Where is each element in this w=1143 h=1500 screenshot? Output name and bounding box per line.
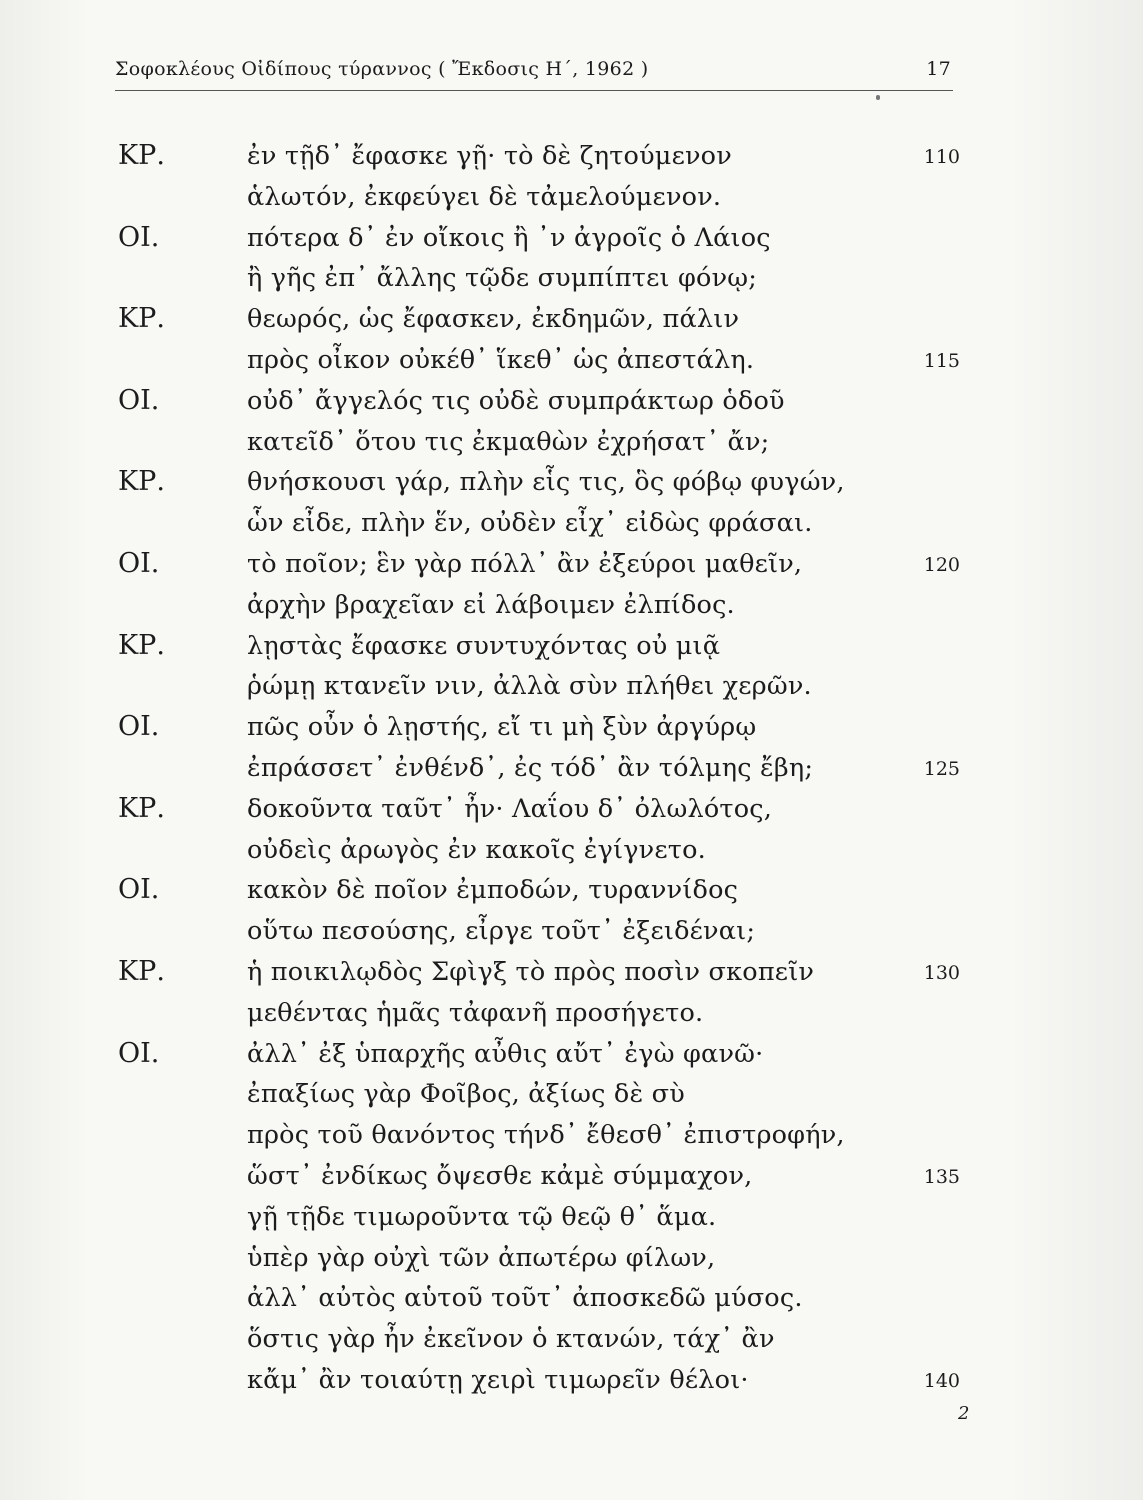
verse-line (0, 422, 1143, 463)
signature-mark: 2 (958, 1403, 970, 1424)
verse-line (0, 1034, 1143, 1075)
verse-line (0, 789, 1143, 830)
verse-line (0, 299, 1143, 340)
speaker-label: ΚΡ. (118, 140, 165, 171)
page-number: 17 (926, 58, 951, 80)
verse-text: δοκοῦντα ταῦτ᾽ ἦν· Λαΐου δ᾽ ὀλωλότος, (247, 793, 773, 824)
verse-line (0, 1238, 1143, 1279)
verse-line (0, 666, 1143, 707)
verse-text: τὸ ποῖον; ἓν γὰρ πόλλ᾽ ἂν ἐξεύροι μαθεῖν, (247, 548, 803, 579)
speaker-label: ΟΙ. (118, 547, 160, 579)
verse-line (0, 911, 1143, 952)
verse-text: θεωρός, ὡς ἔφασκεν, ἐκδημῶν, πάλιν (247, 304, 740, 335)
verse-line (0, 1115, 1143, 1156)
line-number: 110 (923, 146, 960, 168)
verse-text: ἡ ποικιλῳδὸς Σφὶγξ τὸ πρὸς ποσὶν σκοπεῖν (247, 956, 815, 987)
verse-text: ῥώμῃ κτανεῖν νιν, ἀλλὰ σὺν πλήθει χερῶν. (247, 671, 812, 702)
verse-line (0, 258, 1143, 299)
verse-line (0, 870, 1143, 911)
verse-line (0, 626, 1143, 667)
verse-line (0, 1156, 1143, 1197)
verse-line (0, 585, 1143, 626)
verse-line (0, 503, 1143, 544)
verse-text: θνήσκουσι γάρ, πλὴν εἷς τις, ὃς φόβῳ φυγών, (247, 467, 845, 498)
verse-text: κακὸν δὲ ποῖον ἐμποδών, τυραννίδος (247, 875, 739, 906)
verse-line (0, 218, 1143, 259)
verse-text: πότερα δ᾽ ἐν οἴκοις ἢ ᾽ν ἀγροῖς ὁ Λάιος (247, 222, 771, 253)
verse-line (0, 381, 1143, 422)
verse-line (0, 1319, 1143, 1360)
verse-line (0, 748, 1143, 789)
verse-text: ἀλλ᾽ ἐξ ὑπαρχῆς αὖθις αὔτ᾽ ἐγὼ φανῶ· (247, 1038, 764, 1069)
verse-text: λῃστὰς ἔφασκε συντυχόντας οὐ μιᾷ (247, 630, 721, 661)
verse-line (0, 177, 1143, 218)
speaker-label: ΟΙ. (118, 221, 160, 253)
line-number: 120 (923, 553, 960, 576)
line-number: 140 (923, 1369, 960, 1392)
verse-line (0, 544, 1143, 585)
verse-text: ὅστις γὰρ ἦν ἐκεῖνον ὁ κτανών, τάχ᾽ ἂν (247, 1324, 775, 1355)
line-number: 130 (923, 961, 960, 984)
verse-line (0, 830, 1143, 871)
speaker-label: ΚΡ. (118, 792, 165, 824)
verse-block (0, 136, 1143, 1401)
verse-text: ὑπὲρ γὰρ οὐχὶ τῶν ἀπωτέρω φίλων, (247, 1242, 716, 1273)
line-number: 115 (923, 349, 960, 372)
verse-text: ἐπράσσετ᾽ ἐνθένδ᾽, ἐς τόδ᾽ ἂν τόλμης ἔβη; (247, 752, 814, 783)
verse-line (0, 952, 1143, 993)
verse-text: ἐν τῇδ᾽ ἔφασκε γῇ· τὸ δὲ ζητούμενον (247, 141, 732, 171)
verse-text: μεθέντας ἡμᾶς τἀφανῆ προσήγετο. (247, 997, 704, 1028)
line-number: 135 (923, 1165, 960, 1188)
verse-text: κατεῖδ᾽ ὅτου τις ἐκμαθὼν ἐχρήσατ᾽ ἄν; (247, 426, 770, 457)
verse-line (0, 1197, 1143, 1238)
verse-line (0, 136, 1143, 177)
verse-text: ἀλλ᾽ αὐτὸς αὑτοῦ τοῦτ᾽ ἀποσκεδῶ μύσος. (247, 1283, 803, 1314)
verse-text: ἁλωτόν, ἐκφεύγει δὲ τἀμελούμενον. (247, 181, 722, 212)
speaker-label: ΟΙ. (118, 874, 160, 906)
speaker-label: ΚΡ. (118, 466, 165, 498)
verse-text: πρὸς τοῦ θανόντος τήνδ᾽ ἔθεσθ᾽ ἐπιστροφήν, (247, 1120, 845, 1151)
verse-text: ἀρχὴν βραχεῖαν εἰ λάβοιμεν ἐλπίδος. (247, 589, 735, 620)
verse-text: ὥστ᾽ ἐνδίκως ὄψεσθε κἀμὲ σύμμαχον, (247, 1160, 753, 1191)
verse-line (0, 1278, 1143, 1319)
verse-text: οὐδ᾽ ἄγγελός τις οὐδὲ συμπράκτωρ ὁδοῦ (247, 385, 785, 416)
verse-text: πῶς οὖν ὁ λῃστής, εἴ τι μὴ ξὺν ἀργύρῳ (247, 712, 757, 743)
speaker-label: ΚΡ. (118, 303, 165, 335)
verse-text: κἄμ᾽ ἂν τοιαύτῃ χειρὶ τιμωρεῖν θέλοι· (247, 1364, 749, 1395)
verse-text: γῇ τῇδε τιμωροῦντα τῷ θεῷ θ᾽ ἅμα. (247, 1201, 717, 1232)
verse-line (0, 993, 1143, 1034)
speaker-label: ΚΡ. (118, 629, 165, 661)
verse-text: οὐδεὶς ἀρωγὸς ἐν κακοῖς ἐγίγνετο. (247, 834, 706, 865)
speaker-label: ΟΙ. (118, 711, 160, 743)
page-header (115, 56, 953, 91)
verse-text: ὧν εἶδε, πλὴν ἕν, οὐδὲν εἶχ᾽ εἰδὼς φράσαι. (247, 508, 813, 539)
verse-text: ἐπαξίως γὰρ Φοῖβος, ἀξίως δὲ σὺ (247, 1079, 685, 1110)
running-title: Σοφοκλέους Οἰδίπους τύραννος ( Ἔκδοσις Η΄, 1962 ) (115, 58, 649, 80)
verse-text: οὕτω πεσούσης, εἶργε τοῦτ᾽ ἐξειδέναι; (247, 916, 756, 947)
speaker-label: ΚΡ. (118, 955, 165, 987)
verse-text: ἢ γῆς ἐπ᾽ ἄλλης τῷδε συμπίπτει φόνῳ; (247, 263, 758, 294)
speaker-label: ΟΙ. (118, 384, 160, 416)
verse-line (0, 1074, 1143, 1115)
ink-dot (876, 95, 880, 100)
line-number: 125 (923, 757, 960, 780)
verse-line (0, 340, 1143, 381)
verse-text: πρὸς οἶκον οὐκέθ᾽ ἵκεθ᾽ ὡς ἀπεστάλη. (247, 344, 755, 375)
verse-line (0, 707, 1143, 748)
verse-line (0, 462, 1143, 503)
speaker-label: ΟΙ. (118, 1037, 160, 1069)
verse-line (0, 1360, 1143, 1401)
